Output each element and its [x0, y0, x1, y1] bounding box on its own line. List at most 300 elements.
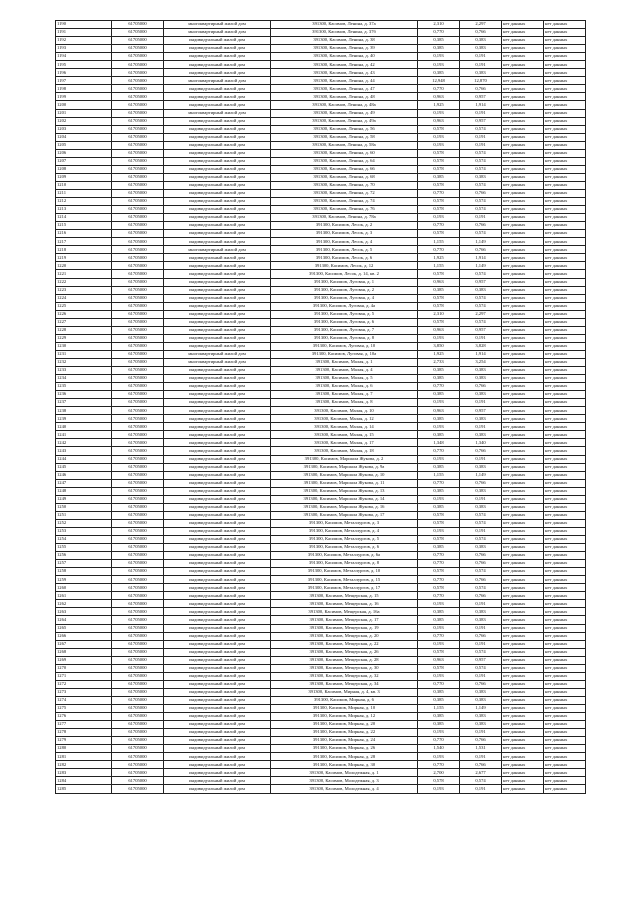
cell-oktmo-code: 61705000 [112, 206, 164, 214]
table-row [56, 704, 586, 712]
cell-address: 391300, Касимов, Лесок, д. 14, кв. 2 [271, 270, 418, 278]
cell-row-number: 1266 [56, 632, 112, 640]
cell-building-type: индивидуальный жилой дом [164, 214, 271, 222]
cell-building-type: индивидуальный жилой дом [164, 544, 271, 552]
cell-building-type: индивидуальный жилой дом [164, 262, 271, 270]
cell-address: 391300, Касимов, Ленина, д. 47 [271, 85, 418, 93]
cell-building-type: многоквартирный жилой дом [164, 358, 271, 366]
cell-building-type: индивидуальный жилой дом [164, 664, 271, 672]
cell-value-1: 0,193 [418, 214, 460, 222]
cell-note-1: нет данных [502, 173, 544, 181]
cell-note-2: нет данных [544, 109, 586, 117]
cell-value-2: 0,191 [460, 624, 502, 632]
cell-row-number: 1240 [56, 423, 112, 431]
cell-note-2: нет данных [544, 592, 586, 600]
cell-address: 391300, Касимов, Лесок, д. 3 [271, 230, 418, 238]
cell-note-2: нет данных [544, 536, 586, 544]
cell-note-1: нет данных [502, 640, 544, 648]
cell-note-1: нет данных [502, 37, 544, 45]
cell-value-1: 0,193 [418, 334, 460, 342]
cell-building-type: индивидуальный жилой дом [164, 471, 271, 479]
cell-note-2: нет данных [544, 423, 586, 431]
cell-note-2: нет данных [544, 552, 586, 560]
cell-address: 391300, Касимов, Ленина, д. 76 [271, 206, 418, 214]
cell-value-2: 0,574 [460, 149, 502, 157]
cell-value-1: 0,770 [418, 592, 460, 600]
cell-address: 391300, Касимов, Малая, д. 7 [271, 391, 418, 399]
cell-value-2: 0,383 [460, 367, 502, 375]
cell-oktmo-code: 61705000 [112, 455, 164, 463]
cell-building-type: индивидуальный жилой дом [164, 511, 271, 519]
cell-note-1: нет данных [502, 431, 544, 439]
cell-value-2: 0,766 [460, 552, 502, 560]
cell-building-type: индивидуальный жилой дом [164, 206, 271, 214]
cell-address: 391300, Касимов, Ленина, д. 66 [271, 165, 418, 173]
cell-row-number: 1202 [56, 117, 112, 125]
cell-note-2: нет данных [544, 447, 586, 455]
cell-row-number: 1218 [56, 246, 112, 254]
cell-note-1: нет данных [502, 294, 544, 302]
cell-address: 391300, Касимов, Ленина, д. 68 [271, 173, 418, 181]
cell-row-number: 1256 [56, 552, 112, 560]
cell-note-2: нет данных [544, 785, 586, 793]
cell-note-1: нет данных [502, 302, 544, 310]
cell-building-type: индивидуальный жилой дом [164, 326, 271, 334]
cell-oktmo-code: 61705000 [112, 367, 164, 375]
cell-building-type: индивидуальный жилой дом [164, 713, 271, 721]
cell-building-type: индивидуальный жилой дом [164, 85, 271, 93]
table-row [56, 656, 586, 664]
cell-note-1: нет данных [502, 29, 544, 37]
cell-address: 391300, Касимов, Малая, д. 10 [271, 407, 418, 415]
cell-value-1: 0,385 [418, 713, 460, 721]
cell-note-1: нет данных [502, 278, 544, 286]
cell-address: 391300, Касимов, Лесок, д. 2 [271, 222, 418, 230]
table-row [56, 592, 586, 600]
cell-note-2: нет данных [544, 350, 586, 358]
cell-oktmo-code: 61705000 [112, 431, 164, 439]
cell-note-1: нет данных [502, 656, 544, 664]
cell-note-2: нет данных [544, 729, 586, 737]
cell-note-1: нет данных [502, 495, 544, 503]
cell-note-1: нет данных [502, 503, 544, 511]
cell-building-type: индивидуальный жилой дом [164, 527, 271, 535]
cell-note-2: нет данных [544, 415, 586, 423]
cell-note-1: нет данных [502, 246, 544, 254]
cell-address: 391300, Касимов, Мещерская, д. 16а [271, 608, 418, 616]
cell-building-type: индивидуальный жилой дом [164, 552, 271, 560]
cell-note-2: нет данных [544, 254, 586, 262]
cell-note-1: нет данных [502, 632, 544, 640]
cell-note-2: нет данных [544, 45, 586, 53]
cell-value-1: 0,193 [418, 785, 460, 793]
cell-value-2: 0,191 [460, 133, 502, 141]
cell-note-2: нет данных [544, 479, 586, 487]
cell-note-2: нет данных [544, 141, 586, 149]
cell-value-2: 0,574 [460, 157, 502, 165]
cell-value-2: 0,766 [460, 447, 502, 455]
cell-value-1: 0,193 [418, 729, 460, 737]
cell-value-2: 0,191 [460, 753, 502, 761]
cell-value-1: 1,925 [418, 350, 460, 358]
cell-oktmo-code: 61705000 [112, 552, 164, 560]
cell-row-number: 1220 [56, 262, 112, 270]
cell-oktmo-code: 61705000 [112, 584, 164, 592]
cell-value-2: 0,766 [460, 576, 502, 584]
cell-value-1: 0,385 [418, 286, 460, 294]
table-row [56, 302, 586, 310]
cell-value-2: 0,383 [460, 37, 502, 45]
cell-address: 391300, Касимов, Лесок, д. 5 [271, 246, 418, 254]
cell-note-2: нет данных [544, 222, 586, 230]
cell-building-type: индивидуальный жилой дом [164, 777, 271, 785]
cell-address: 391300, Касимов, Ленина, д. 42 [271, 61, 418, 69]
table-row [56, 157, 586, 165]
table-row [56, 672, 586, 680]
cell-value-2: 0,383 [460, 696, 502, 704]
cell-value-2: 0,191 [460, 61, 502, 69]
cell-note-2: нет данных [544, 737, 586, 745]
cell-value-1: 0,193 [418, 455, 460, 463]
cell-building-type: индивидуальный жилой дом [164, 640, 271, 648]
cell-row-number: 1221 [56, 270, 112, 278]
cell-building-type: индивидуальный жилой дом [164, 568, 271, 576]
cell-row-number: 1238 [56, 407, 112, 415]
cell-oktmo-code: 61705000 [112, 222, 164, 230]
cell-oktmo-code: 61705000 [112, 29, 164, 37]
cell-oktmo-code: 61705000 [112, 318, 164, 326]
cell-address: 391300, Касимов, Лесок, д. 12 [271, 262, 418, 270]
cell-note-1: нет данных [502, 133, 544, 141]
cell-value-1: 0,193 [418, 753, 460, 761]
table-row [56, 616, 586, 624]
cell-address: 391300, Касимов, Ленина, д. 58а [271, 141, 418, 149]
cell-oktmo-code: 61705000 [112, 769, 164, 777]
table-row [56, 278, 586, 286]
cell-value-2: 1,340 [460, 439, 502, 447]
cell-note-2: нет данных [544, 656, 586, 664]
cell-note-2: нет данных [544, 238, 586, 246]
cell-note-1: нет данных [502, 53, 544, 61]
cell-value-2: 0,191 [460, 600, 502, 608]
cell-value-2: 0,191 [460, 455, 502, 463]
cell-note-2: нет данных [544, 302, 586, 310]
cell-row-number: 1285 [56, 785, 112, 793]
cell-row-number: 1203 [56, 125, 112, 133]
table-row [56, 439, 586, 447]
cell-value-1: 0,193 [418, 495, 460, 503]
cell-building-type: индивидуальный жилой дом [164, 704, 271, 712]
cell-row-number: 1239 [56, 415, 112, 423]
cell-oktmo-code: 61705000 [112, 350, 164, 358]
cell-oktmo-code: 61705000 [112, 729, 164, 737]
table-row [56, 141, 586, 149]
table-row [56, 769, 586, 777]
cell-value-2: 0,191 [460, 527, 502, 535]
cell-value-1: 0,193 [418, 600, 460, 608]
cell-building-type: индивидуальный жилой дом [164, 45, 271, 53]
cell-value-1: 0,578 [418, 568, 460, 576]
cell-row-number: 1195 [56, 61, 112, 69]
cell-note-1: нет данных [502, 552, 544, 560]
cell-address: 391300, Касимов, Малая, д. 4 [271, 367, 418, 375]
table-row [56, 568, 586, 576]
cell-oktmo-code: 61705000 [112, 358, 164, 366]
cell-row-number: 1210 [56, 181, 112, 189]
table-row [56, 407, 586, 415]
cell-value-1: 0,578 [418, 270, 460, 278]
table-row [56, 310, 586, 318]
cell-value-1: 0,385 [418, 487, 460, 495]
cell-note-1: нет данных [502, 230, 544, 238]
cell-note-2: нет данных [544, 616, 586, 624]
cell-value-2: 0,766 [460, 246, 502, 254]
cell-building-type: индивидуальный жилой дом [164, 608, 271, 616]
cell-note-1: нет данных [502, 624, 544, 632]
table-row [56, 318, 586, 326]
cell-address: 391300, Касимов, Мирная, д. 26 [271, 745, 418, 753]
cell-value-1: 0,385 [418, 721, 460, 729]
table-row [56, 270, 586, 278]
table-row [56, 753, 586, 761]
cell-oktmo-code: 61705000 [112, 745, 164, 753]
cell-building-type: индивидуальный жилой дом [164, 93, 271, 101]
cell-note-1: нет данных [502, 648, 544, 656]
cell-value-2: 0,574 [460, 519, 502, 527]
cell-value-2: 0,383 [460, 713, 502, 721]
cell-row-number: 1236 [56, 391, 112, 399]
cell-oktmo-code: 61705000 [112, 375, 164, 383]
table-row [56, 181, 586, 189]
cell-address: 391300, Касимов, Малая, д. 18 [271, 447, 418, 455]
cell-building-type: индивидуальный жилой дом [164, 367, 271, 375]
cell-row-number: 1253 [56, 527, 112, 535]
cell-note-1: нет данных [502, 198, 544, 206]
table-row [56, 37, 586, 45]
table-row [56, 358, 586, 366]
cell-value-1: 0,578 [418, 206, 460, 214]
cell-value-1: 0,193 [418, 423, 460, 431]
cell-value-1: 0,578 [418, 511, 460, 519]
table-row [56, 125, 586, 133]
cell-building-type: индивидуальный жилой дом [164, 117, 271, 125]
cell-note-2: нет данных [544, 246, 586, 254]
cell-value-2: 0,766 [460, 560, 502, 568]
cell-row-number: 1261 [56, 592, 112, 600]
cell-oktmo-code: 61705000 [112, 391, 164, 399]
cell-address: 391300, Касимов, Луговая, д. 5 [271, 310, 418, 318]
cell-note-2: нет данных [544, 455, 586, 463]
cell-oktmo-code: 61705000 [112, 439, 164, 447]
cell-building-type: индивидуальный жилой дом [164, 294, 271, 302]
cell-oktmo-code: 61705000 [112, 198, 164, 206]
cell-building-type: индивидуальный жилой дом [164, 680, 271, 688]
cell-note-1: нет данных [502, 318, 544, 326]
table-row [56, 326, 586, 334]
cell-value-1: 0,193 [418, 527, 460, 535]
cell-address: 391300, Касимов, Мирная, д. 24 [271, 737, 418, 745]
cell-address: 391300, Касимов, Луговая, д. 1 [271, 278, 418, 286]
cell-value-2: 0,383 [460, 375, 502, 383]
table-row [56, 149, 586, 157]
cell-address: 391300, Касимов, Мещерская, д. 19 [271, 624, 418, 632]
cell-note-2: нет данных [544, 53, 586, 61]
cell-row-number: 1233 [56, 367, 112, 375]
cell-note-2: нет данных [544, 560, 586, 568]
cell-note-2: нет данных [544, 77, 586, 85]
cell-building-type: многоквартирный жилой дом [164, 21, 271, 29]
cell-oktmo-code: 61705000 [112, 173, 164, 181]
cell-address: 391300, Касимов, Металлургов, д. 6 [271, 544, 418, 552]
cell-value-2: 0,574 [460, 198, 502, 206]
cell-building-type: индивидуальный жилой дом [164, 455, 271, 463]
cell-row-number: 1254 [56, 536, 112, 544]
cell-address: 391300, Касимов, Металлургов, д. 17 [271, 584, 418, 592]
cell-row-number: 1232 [56, 358, 112, 366]
cell-value-2: 1,149 [460, 238, 502, 246]
cell-oktmo-code: 61705000 [112, 640, 164, 648]
cell-oktmo-code: 61705000 [112, 519, 164, 527]
cell-note-2: нет данных [544, 270, 586, 278]
cell-building-type: индивидуальный жилой дом [164, 222, 271, 230]
cell-building-type: индивидуальный жилой дом [164, 302, 271, 310]
table-row [56, 536, 586, 544]
cell-row-number: 1199 [56, 93, 112, 101]
cell-row-number: 1262 [56, 600, 112, 608]
cell-oktmo-code: 61705000 [112, 656, 164, 664]
cell-building-type: индивидуальный жилой дом [164, 157, 271, 165]
cell-building-type: индивидуальный жилой дом [164, 624, 271, 632]
cell-row-number: 1280 [56, 745, 112, 753]
cell-value-2: 0,574 [460, 536, 502, 544]
table-row [56, 21, 586, 29]
cell-value-1: 0,963 [418, 93, 460, 101]
cell-oktmo-code: 61705000 [112, 326, 164, 334]
cell-row-number: 1271 [56, 672, 112, 680]
cell-value-1: 0,770 [418, 29, 460, 37]
cell-oktmo-code: 61705000 [112, 278, 164, 286]
table-row [56, 415, 586, 423]
cell-value-1: 0,578 [418, 777, 460, 785]
cell-building-type: индивидуальный жилой дом [164, 415, 271, 423]
cell-note-1: нет данных [502, 109, 544, 117]
cell-oktmo-code: 61705000 [112, 45, 164, 53]
table-row [56, 527, 586, 535]
cell-oktmo-code: 61705000 [112, 109, 164, 117]
cell-oktmo-code: 61705000 [112, 165, 164, 173]
cell-note-1: нет данных [502, 745, 544, 753]
cell-row-number: 1265 [56, 624, 112, 632]
cell-value-2: 0,574 [460, 230, 502, 238]
cell-row-number: 1247 [56, 479, 112, 487]
cell-oktmo-code: 61705000 [112, 270, 164, 278]
cell-note-1: нет данных [502, 616, 544, 624]
cell-oktmo-code: 61705000 [112, 334, 164, 342]
cell-note-1: нет данных [502, 463, 544, 471]
cell-value-2: 0,191 [460, 109, 502, 117]
cell-oktmo-code: 61705000 [112, 93, 164, 101]
cell-value-2: 0,574 [460, 270, 502, 278]
cell-oktmo-code: 61705000 [112, 737, 164, 745]
cell-row-number: 1208 [56, 165, 112, 173]
cell-value-2: 0,766 [460, 222, 502, 230]
cell-oktmo-code: 61705000 [112, 286, 164, 294]
cell-note-2: нет данных [544, 149, 586, 157]
cell-note-1: нет данных [502, 358, 544, 366]
cell-value-1: 0,193 [418, 53, 460, 61]
cell-value-2: 0,574 [460, 664, 502, 672]
cell-value-2: 0,191 [460, 785, 502, 793]
cell-note-2: нет данных [544, 648, 586, 656]
cell-value-2: 1,531 [460, 745, 502, 753]
cell-note-2: нет данных [544, 334, 586, 342]
cell-address: 391300, Касимов, Маршала Жукова, д. 16 [271, 503, 418, 511]
cell-row-number: 1225 [56, 302, 112, 310]
cell-row-number: 1281 [56, 753, 112, 761]
cell-building-type: индивидуальный жилой дом [164, 721, 271, 729]
cell-row-number: 1268 [56, 648, 112, 656]
cell-note-1: нет данных [502, 737, 544, 745]
cell-row-number: 1194 [56, 53, 112, 61]
cell-note-1: нет данных [502, 511, 544, 519]
cell-note-1: нет данных [502, 439, 544, 447]
cell-oktmo-code: 61705000 [112, 568, 164, 576]
cell-value-1: 2,700 [418, 769, 460, 777]
cell-value-1: 0,770 [418, 222, 460, 230]
cell-address: 391300, Касимов, Луговая, д. 10а [271, 350, 418, 358]
cell-row-number: 1211 [56, 189, 112, 197]
cell-value-1: 0,385 [418, 173, 460, 181]
cell-value-1: 1,925 [418, 101, 460, 109]
cell-value-1: 0,193 [418, 61, 460, 69]
table-row [56, 254, 586, 262]
cell-building-type: индивидуальный жилой дом [164, 632, 271, 640]
table-row [56, 721, 586, 729]
cell-note-2: нет данных [544, 383, 586, 391]
cell-oktmo-code: 61705000 [112, 77, 164, 85]
cell-value-2: 0,574 [460, 125, 502, 133]
cell-row-number: 1222 [56, 278, 112, 286]
table-row [56, 584, 586, 592]
cell-note-1: нет данных [502, 141, 544, 149]
table-row [56, 173, 586, 181]
cell-note-1: нет данных [502, 576, 544, 584]
table-row [56, 69, 586, 77]
cell-note-2: нет данных [544, 342, 586, 350]
cell-note-1: нет данных [502, 61, 544, 69]
cell-row-number: 1205 [56, 141, 112, 149]
cell-oktmo-code: 61705000 [112, 181, 164, 189]
cell-value-2: 0,383 [460, 721, 502, 729]
cell-row-number: 1227 [56, 318, 112, 326]
cell-row-number: 1237 [56, 399, 112, 407]
cell-oktmo-code: 61705000 [112, 294, 164, 302]
table-row [56, 246, 586, 254]
table-row [56, 487, 586, 495]
cell-note-2: нет данных [544, 745, 586, 753]
cell-address: 391300, Касимов, Мещерская, д. 28 [271, 656, 418, 664]
cell-value-2: 3,828 [460, 342, 502, 350]
cell-row-number: 1246 [56, 471, 112, 479]
cell-oktmo-code: 61705000 [112, 21, 164, 29]
cell-note-2: нет данных [544, 632, 586, 640]
cell-value-2: 0,574 [460, 302, 502, 310]
cell-address: 391300, Касимов, Малая, д. 1 [271, 358, 418, 366]
cell-oktmo-code: 61705000 [112, 254, 164, 262]
cell-address: 391300, Касимов, Малая, д. 8 [271, 399, 418, 407]
cell-note-2: нет данных [544, 93, 586, 101]
table-row [56, 745, 586, 753]
